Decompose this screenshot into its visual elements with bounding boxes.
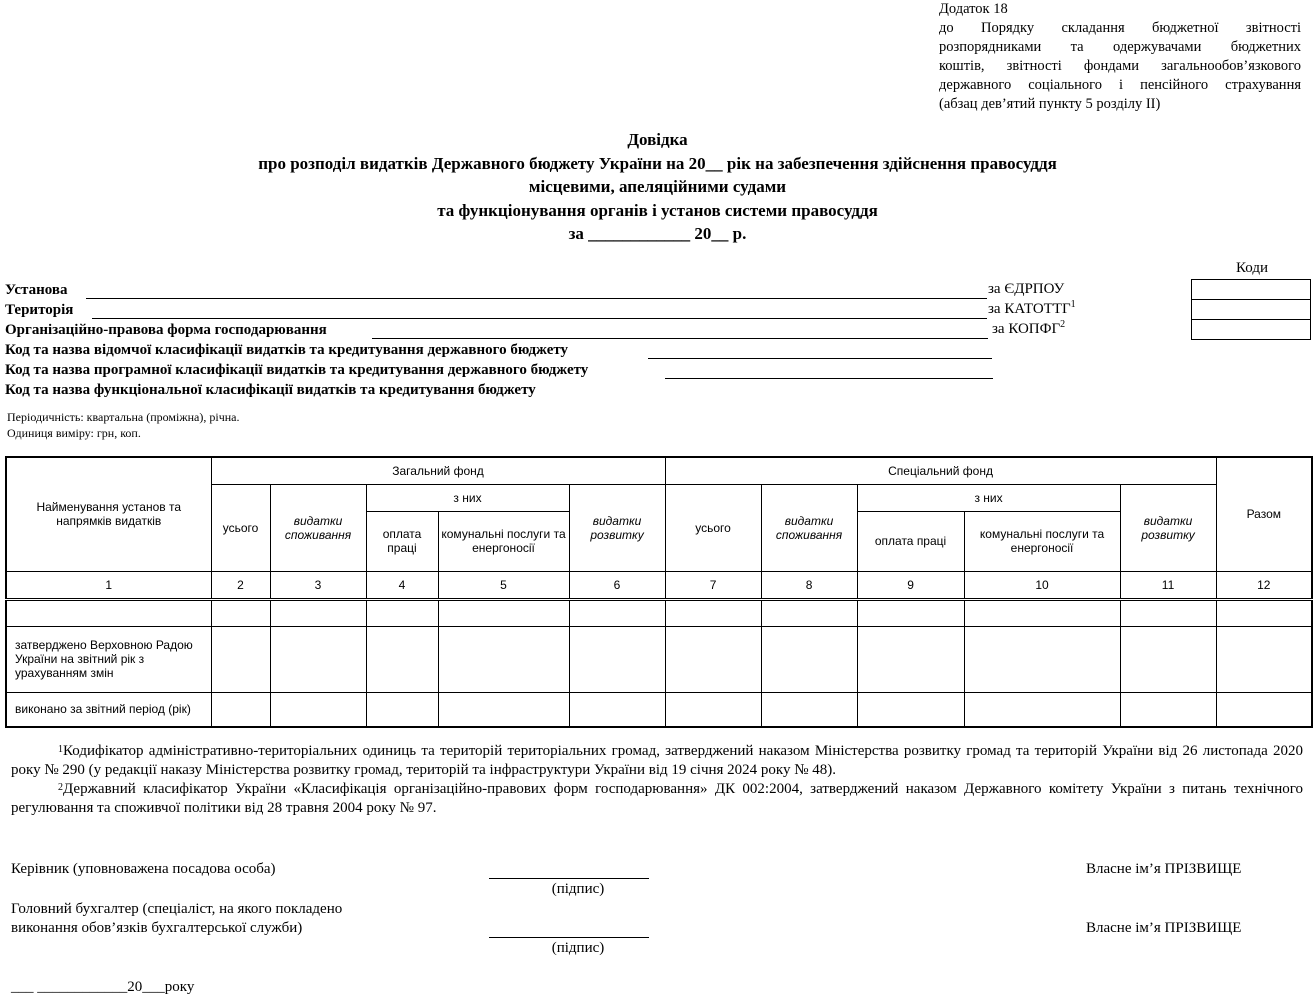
column-header-general-fund: Загальний фонд — [211, 457, 665, 484]
column-header-general-salary: оплата праці — [366, 511, 438, 571]
head-signature-line[interactable] — [489, 878, 649, 879]
table-cell[interactable] — [665, 692, 761, 727]
accountant-signature-caption: (підпис) — [551, 940, 605, 956]
table-row-approved — [6, 626, 1312, 692]
table-cell[interactable] — [1216, 626, 1312, 692]
katottg-code-label: за КАТОТТГ$^1$ — [988, 299, 1076, 317]
expenditure-table — [5, 456, 1313, 728]
column-number: 5 — [438, 571, 569, 599]
accountant-name: Власне ім’я ПРІЗВИЩЕ — [1086, 920, 1242, 936]
table-cell[interactable] — [438, 626, 569, 692]
document-title — [0, 128, 1315, 246]
column-number-row — [6, 571, 1312, 599]
column-header-special-of-which: з них — [857, 484, 1120, 511]
table-cell[interactable] — [366, 626, 438, 692]
departmental-classification-label: Код та назва відомчої класифікації видатків та кредитування державного бюджету — [5, 342, 569, 358]
legal-form-label: Організаційно-правова форма господарювання — [5, 322, 327, 338]
table-row-empty — [6, 599, 1312, 626]
column-header-special-utilities: комунальні послуги та енергоносії — [964, 511, 1120, 571]
column-header-name: Найменування установ та напрямків видатків — [6, 457, 211, 571]
column-number: 8 — [761, 571, 857, 599]
column-number: 1 — [6, 571, 211, 599]
table-cell[interactable] — [1216, 692, 1312, 727]
column-header-special-total: усього — [665, 484, 761, 571]
title-line: про розподіл видатків Державного бюджету України на 20__ рік на забезпечення здійснення правосуддя — [258, 153, 1057, 173]
column-header-general-development: видатки розвитку — [569, 484, 665, 571]
column-header-general-utilities: комунальні послуги та енергоносії — [438, 511, 569, 571]
column-header-total: Разом — [1216, 457, 1312, 571]
table-cell[interactable] — [1120, 692, 1216, 727]
column-header-special-fund: Спеціальний фонд — [665, 457, 1216, 484]
edrpou-code-label: за ЄДРПОУ — [988, 281, 1065, 297]
table-cell[interactable] — [964, 626, 1120, 692]
unit-text: Одиниця виміру: грн, коп. — [7, 426, 141, 440]
footnote-1: $^1$Кодифікатор адміністративно-територіальних одиниць та територій територіальних громад, затверджений наказом Міністерства розвитку громад та територій України від 26 листопада 2020 року № 290 (у редакції наказу Міністерства розвитку громад, територій та інфраструктури України від 19 січня 2024 року № 48). — [11, 743, 1303, 778]
table-cell[interactable] — [438, 599, 569, 626]
accountant-label-line1: Головний бухгалтер (спеціаліст, на якого покладено — [11, 901, 343, 917]
table-cell[interactable] — [857, 692, 964, 727]
accountant-signature-line[interactable] — [489, 937, 649, 938]
table-cell[interactable] — [270, 599, 366, 626]
table-header-row — [6, 457, 1312, 484]
territory-label: Територія — [5, 302, 74, 318]
appendix-line: до Порядку складання бюджетної звітності — [939, 20, 1301, 36]
head-signatory-name: Власне ім’я ПРІЗВИЩЕ — [1086, 861, 1242, 877]
katottg-code-box[interactable] — [1191, 299, 1311, 320]
accountant-label-line2: виконання обов’язків бухгалтерської служби) — [11, 920, 303, 936]
table-cell[interactable] — [211, 626, 270, 692]
table-cell[interactable] — [366, 599, 438, 626]
row-label-approved: затверджено Верховною Радою України на звітний рік з урахуванням змін — [6, 626, 211, 692]
title-period: за ____________ 20__ р. — [568, 224, 747, 243]
table-cell[interactable] — [665, 599, 761, 626]
title-line: та функціонування органів і установ системи правосуддя — [437, 200, 878, 220]
kopfg-code-box[interactable] — [1191, 319, 1311, 340]
table-cell[interactable] — [761, 599, 857, 626]
head-signature-caption: (підпис) — [551, 881, 605, 897]
appendix-line: коштів, звітності фондами загальнообов’язкового — [939, 58, 1301, 74]
table-cell[interactable] — [366, 692, 438, 727]
kopfg-code-label: за КОПФГ$^2$ — [992, 319, 1066, 337]
column-number: 12 — [1216, 571, 1312, 599]
table-cell[interactable] — [270, 692, 366, 727]
appendix-line: розпорядниками та одержувачами бюджетних — [939, 39, 1301, 55]
periodicity-text: Періодичність: квартальна (проміжна), річна. — [7, 410, 240, 424]
column-number: 10 — [964, 571, 1120, 599]
column-header-general-of-which: з них — [366, 484, 569, 511]
table-cell[interactable] — [1216, 599, 1312, 626]
column-number: 7 — [665, 571, 761, 599]
row-label-executed: виконано за звітний період (рік) — [6, 692, 211, 727]
table-cell[interactable] — [857, 599, 964, 626]
table-row-executed — [6, 692, 1312, 727]
column-number: 2 — [211, 571, 270, 599]
table-cell[interactable] — [569, 599, 665, 626]
table-cell[interactable] — [1120, 599, 1216, 626]
footnote-2: $^2$Державний класифікатор України «Класифікація організаційно-правових форм господарювання» ДК 002:2004, затверджений наказом Державного комітету України з питань технічного регулювання та споживчої політики від 28 травня 2004 року № 97. — [11, 781, 1303, 816]
program-classification-input-line[interactable] — [665, 378, 993, 379]
table-cell[interactable] — [964, 692, 1120, 727]
column-number: 9 — [857, 571, 964, 599]
appendix-line: державного соціального і пенсійного страхування — [939, 77, 1301, 93]
program-classification-label: Код та назва програмної класифікації видатків та кредитування державного бюджету — [5, 362, 589, 378]
table-cell[interactable] — [1120, 626, 1216, 692]
table-cell[interactable] — [211, 692, 270, 727]
institution-input-line[interactable] — [86, 298, 987, 299]
footnotes — [11, 742, 1303, 818]
territory-input-line[interactable] — [92, 318, 987, 319]
functional-classification-label: Код та назва функціональної класифікації видатків та кредитування бюджету — [5, 382, 536, 398]
table-cell[interactable] — [761, 626, 857, 692]
column-number: 4 — [366, 571, 438, 599]
departmental-classification-input-line[interactable] — [648, 358, 992, 359]
legal-form-input-line[interactable] — [372, 338, 988, 339]
appendix-block — [939, 0, 1301, 114]
codes-label: Коди — [1236, 260, 1268, 276]
table-cell[interactable] — [270, 626, 366, 692]
table-cell[interactable] — [438, 692, 569, 727]
column-number: 6 — [569, 571, 665, 599]
edrpou-code-box[interactable] — [1191, 279, 1311, 300]
column-number: 3 — [270, 571, 366, 599]
column-header-special-development: видатки розвитку — [1120, 484, 1216, 571]
table-cell[interactable] — [761, 692, 857, 727]
appendix-number: Додаток 18 — [939, 1, 1008, 17]
column-header-general-total: усього — [211, 484, 270, 571]
table-cell[interactable] — [211, 599, 270, 626]
column-number: 11 — [1120, 571, 1216, 599]
date-line[interactable]: ___ ____________20___року — [11, 979, 195, 995]
table-cell[interactable] — [665, 626, 761, 692]
institution-label: Установа — [5, 282, 68, 298]
table-cell[interactable] — [6, 599, 211, 626]
title-heading: Довідка — [627, 130, 688, 149]
head-signatory-label: Керівник (уповноважена посадова особа) — [11, 861, 276, 877]
table-cell[interactable] — [569, 692, 665, 727]
column-header-special-salary: оплата праці — [857, 511, 964, 571]
column-header-special-consumption: видатки споживання — [761, 484, 857, 571]
table-cell[interactable] — [569, 626, 665, 692]
table-cell[interactable] — [857, 626, 964, 692]
table-cell[interactable] — [964, 599, 1120, 626]
column-header-general-consumption: видатки споживання — [270, 484, 366, 571]
appendix-line: (абзац дев’ятий пункту 5 розділу ІІ) — [939, 96, 1161, 112]
title-line: місцевими, апеляційними судами — [528, 177, 787, 196]
